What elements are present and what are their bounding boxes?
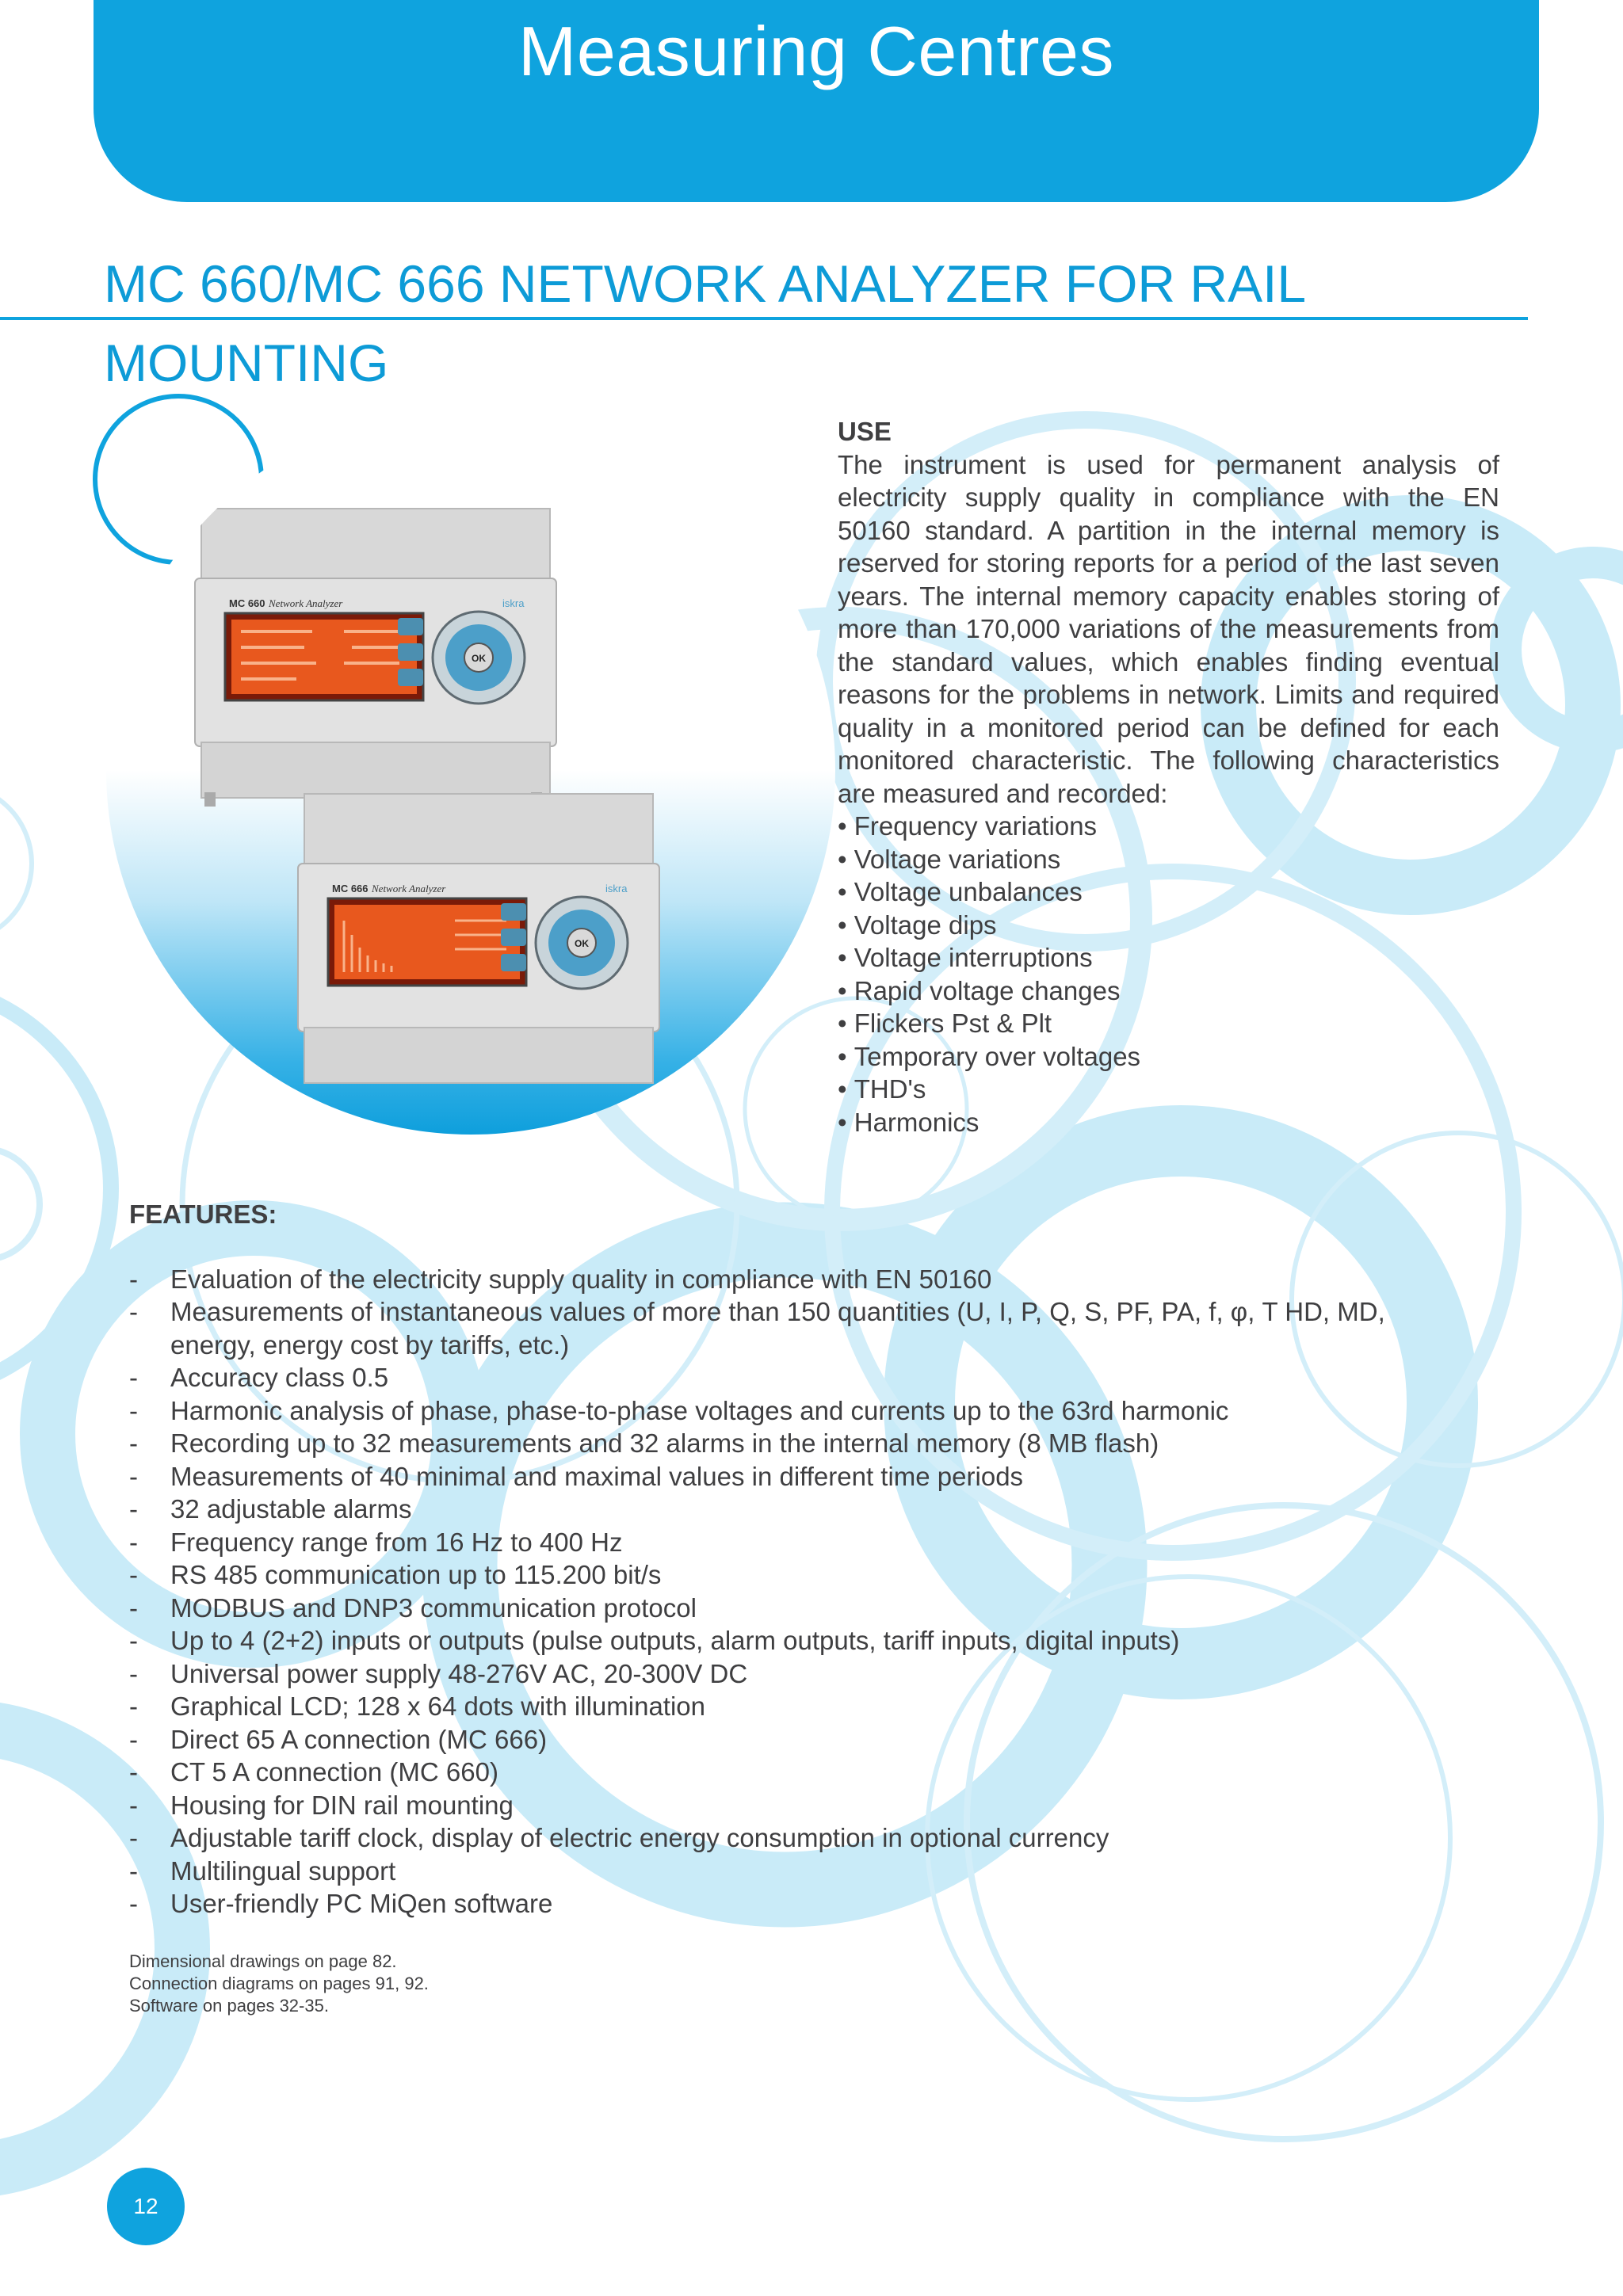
feature-text: Measurements of instantaneous values of more than 150 quantities (U, I, P, Q, S, PF, PA, f, φ, T HD, MD, energy, energy cost by tariffs, etc.) — [170, 1297, 1385, 1360]
feature-text: Frequency range from 16 Hz to 400 Hz — [170, 1527, 623, 1557]
dash: - — [129, 1658, 138, 1688]
list-item: • Temporary over voltages — [838, 1040, 1499, 1074]
list-item: • Harmonics — [838, 1106, 1499, 1139]
feature-text: Accuracy class 0.5 — [170, 1363, 389, 1392]
reference-notes — [129, 1951, 429, 2017]
note-connection-diagrams: Connection diagrams on pages 91, 92. — [129, 1974, 429, 1993]
dash: - — [129, 1855, 138, 1886]
list-item — [129, 1558, 1476, 1592]
page-number: 12 — [107, 2168, 185, 2245]
feature-text: RS 485 communication up to 115.200 bit/s — [170, 1560, 662, 1589]
feature-text: Direct 65 A connection (MC 666) — [170, 1724, 548, 1754]
list-item — [129, 1295, 1476, 1361]
list-item — [129, 1361, 1476, 1394]
list-item — [129, 1657, 1476, 1691]
device-mc660-image — [195, 509, 556, 807]
use-description: The instrument is used for permanent analysis of electricity supply quality in compliance with the EN 50160 standard. A partition in the internal memory is reserved for storing reports for a period of the last seven years. The internal memory capacity enables storing of more than 170,000 variations of the measurements from the standard values, which enables finding eventual reasons for the problems in network. Limits and required quality in a monitored period can be defined for each monitored characteristic. The following characteristics are measured and recorded: — [838, 449, 1499, 808]
device-1-model-label: MC 660 — [229, 597, 265, 609]
dash: - — [129, 1461, 138, 1491]
list-item: • Voltage dips — [838, 909, 1499, 942]
characteristics-list — [838, 810, 1499, 1138]
feature-text: Adjustable tariff clock, display of electric energy consumption in optional currency — [170, 1823, 1109, 1852]
feature-list — [129, 1263, 1476, 1920]
device-1-subtitle: Network Analyzer — [269, 597, 343, 609]
page-title: Measuring Centres — [518, 12, 1114, 90]
list-item — [129, 1756, 1476, 1789]
list-item — [129, 1460, 1476, 1493]
feature-text: User-friendly PC MiQen software — [170, 1889, 553, 1918]
list-item — [129, 1526, 1476, 1559]
list-item: • Voltage variations — [838, 843, 1499, 876]
dash: - — [129, 1691, 138, 1721]
product-photo — [106, 406, 835, 1135]
dash: - — [129, 1363, 138, 1392]
features-heading: FEATURES: — [129, 1199, 277, 1229]
list-item — [129, 1690, 1476, 1723]
device-2-subtitle: Network Analyzer — [372, 883, 446, 894]
dash: - — [129, 1560, 138, 1589]
device-1-brand: iskra — [502, 597, 525, 609]
list-item — [129, 1592, 1476, 1625]
dash: - — [129, 1757, 138, 1787]
feature-text: Recording up to 32 measurements and 32 alarms in the internal memory (8 MB flash) — [170, 1428, 1159, 1458]
list-item: • Voltage unbalances — [838, 875, 1499, 909]
feature-text: Graphical LCD; 128 x 64 dots with illumination — [170, 1691, 706, 1721]
dash: - — [129, 1395, 138, 1425]
dash: - — [129, 1428, 138, 1458]
note-software: Software on pages 32-35. — [129, 1996, 329, 2016]
list-item — [129, 1821, 1476, 1855]
dash: - — [129, 1626, 138, 1655]
list-item — [129, 1493, 1476, 1526]
dash: - — [129, 1527, 138, 1557]
list-item: • Voltage interruptions — [838, 941, 1499, 974]
dash: - — [129, 1297, 138, 1326]
use-heading: USE — [838, 417, 892, 446]
feature-text: CT 5 A connection (MC 660) — [170, 1757, 498, 1787]
list-item — [129, 1394, 1476, 1428]
device-2-brand: iskra — [605, 883, 628, 894]
features-section — [129, 1198, 1476, 1920]
device-2-ok-label: OK — [575, 938, 589, 949]
list-item — [129, 1427, 1476, 1460]
feature-text: Harmonic analysis of phase, phase-to-phase voltages and currents up to the 63rd harmonic — [170, 1395, 1229, 1425]
list-item: • Flickers Pst & Plt — [838, 1007, 1499, 1040]
note-dimensional-drawings: Dimensional drawings on page 82. — [129, 1951, 397, 1971]
list-item — [129, 1263, 1476, 1296]
dash: - — [129, 1494, 138, 1524]
feature-text: Universal power supply 48-276V AC, 20-300V DC — [170, 1658, 748, 1688]
list-item: • Rapid voltage changes — [838, 974, 1499, 1008]
device-mc666-image — [298, 794, 659, 1083]
dash: - — [129, 1592, 138, 1623]
dash: - — [129, 1724, 138, 1754]
list-item — [129, 1789, 1476, 1822]
dash: - — [129, 1823, 138, 1852]
feature-text: Housing for DIN rail mounting — [170, 1790, 514, 1820]
list-item — [129, 1855, 1476, 1888]
list-item — [129, 1624, 1476, 1657]
header-band — [94, 0, 1539, 202]
feature-text: 32 adjustable alarms — [170, 1494, 412, 1524]
dash: - — [129, 1264, 138, 1294]
device-2-model-label: MC 666 — [332, 883, 369, 894]
list-item — [129, 1723, 1476, 1756]
list-item — [129, 1887, 1476, 1920]
feature-text: MODBUS and DNP3 communication protocol — [170, 1592, 697, 1623]
dash: - — [129, 1790, 138, 1820]
feature-text: Evaluation of the electricity supply quality in compliance with EN 50160 — [170, 1264, 992, 1294]
list-item: • Frequency variations — [838, 810, 1499, 843]
use-section — [838, 415, 1499, 1138]
dash: - — [129, 1889, 138, 1918]
product-title: MC 660/MC 666 NETWORK ANALYZER FOR RAIL MOUNTING — [104, 254, 1304, 392]
device-1-ok-label: OK — [472, 653, 486, 664]
feature-text: Measurements of 40 minimal and maximal values in different time periods — [170, 1461, 1024, 1491]
title-rule — [0, 317, 1528, 320]
feature-text: Up to 4 (2+2) inputs or outputs (pulse outputs, alarm outputs, tariff inputs, digital inputs) — [170, 1626, 1180, 1655]
feature-text: Multilingual support — [170, 1855, 396, 1886]
list-item: • THD's — [838, 1073, 1499, 1106]
